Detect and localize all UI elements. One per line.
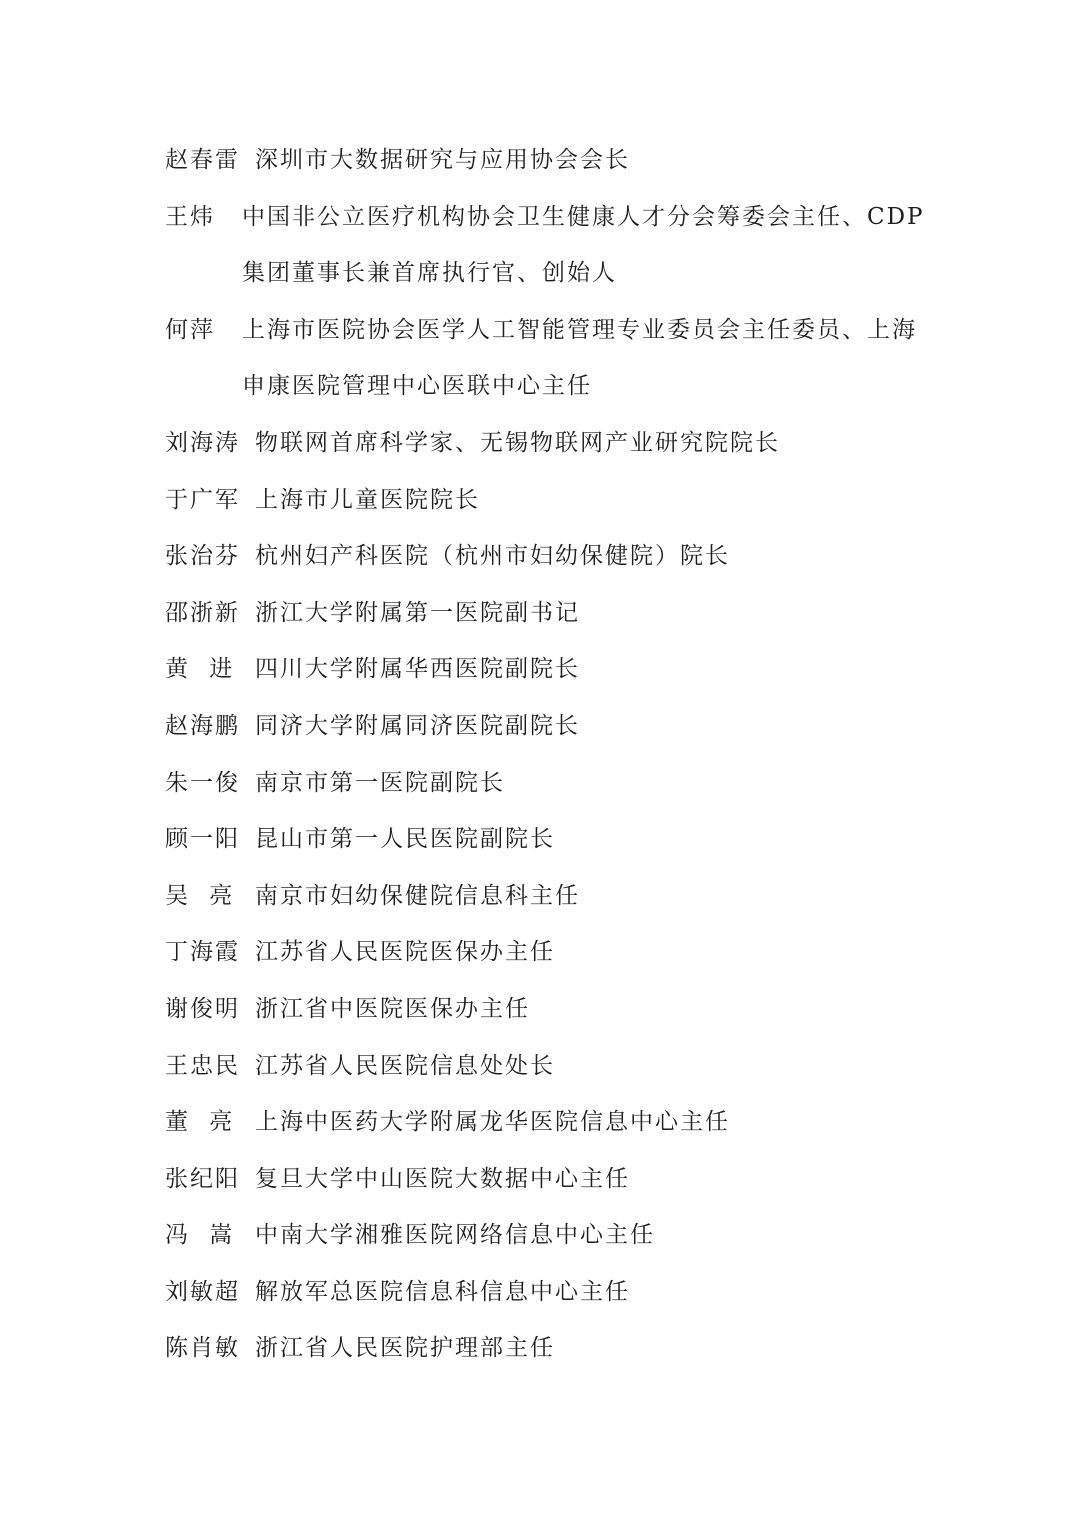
list-item xyxy=(165,1264,1045,1321)
person-title: 中南大学湘雅医院网络信息中心主任 xyxy=(255,1222,655,1249)
person-title-continued: 申康医院管理中心医联中心主任 xyxy=(242,373,592,400)
list-item xyxy=(165,585,1045,642)
member-list xyxy=(165,132,1045,1377)
person-title: 江苏省人民医院信息处处长 xyxy=(255,1052,555,1079)
person-title: 浙江大学附属第一医院副书记 xyxy=(255,599,580,626)
person-name: 丁海霞 xyxy=(165,939,240,966)
person-title: 四川大学附属华西医院副院长 xyxy=(255,656,580,683)
person-title: 南京市妇幼保健院信息科主任 xyxy=(255,882,580,909)
list-item xyxy=(165,981,1045,1038)
person-name: 刘敏超 xyxy=(165,1278,240,1305)
person-title: 浙江省中医院医保办主任 xyxy=(255,995,530,1022)
list-item xyxy=(165,868,1045,925)
person-title: 南京市第一医院副院长 xyxy=(255,769,505,796)
person-title: 深圳市大数据研究与应用协会会长 xyxy=(255,147,630,173)
person-title: 上海中医药大学附属龙华医院信息中心主任 xyxy=(255,1109,730,1136)
person-title: 解放军总医院信息科信息中心主任 xyxy=(255,1278,630,1305)
list-item xyxy=(165,472,1045,529)
person-title: 中国非公立医疗机构协会卫生健康人才分会筹委会主任、CDP xyxy=(242,203,925,230)
person-name: 王炜 xyxy=(165,203,215,230)
list-item xyxy=(165,189,1045,246)
person-name: 张治芬 xyxy=(165,543,240,570)
person-name: 邵浙新 xyxy=(165,599,240,626)
list-item xyxy=(165,1207,1045,1264)
person-title: 杭州妇产科医院（杭州市妇幼保健院）院长 xyxy=(255,543,730,570)
list-item xyxy=(165,641,1045,698)
person-name: 陈肖敏 xyxy=(165,1335,240,1362)
person-name: 王忠民 xyxy=(165,1052,240,1079)
person-name: 赵春雷 xyxy=(165,147,240,173)
person-name: 董 亮 xyxy=(165,1109,235,1136)
person-name: 吴 亮 xyxy=(165,882,235,909)
person-title: 同济大学附属同济医院副院长 xyxy=(255,712,580,739)
person-name: 顾一阳 xyxy=(165,826,240,853)
person-title: 物联网首席科学家、无锡物联网产业研究院院长 xyxy=(255,429,780,456)
person-name: 黄 进 xyxy=(165,656,235,683)
person-name: 赵海鹏 xyxy=(165,712,240,739)
list-item xyxy=(165,528,1045,585)
person-title: 江苏省人民医院医保办主任 xyxy=(255,939,555,966)
list-item xyxy=(165,924,1045,981)
person-title: 复旦大学中山医院大数据中心主任 xyxy=(255,1165,630,1192)
person-name: 朱一俊 xyxy=(165,769,240,796)
list-item xyxy=(165,415,1045,472)
list-item xyxy=(165,1151,1045,1208)
list-item xyxy=(165,302,1045,359)
list-item xyxy=(165,755,1045,812)
person-title: 上海市儿童医院院长 xyxy=(255,486,480,513)
person-name: 冯 嵩 xyxy=(165,1222,235,1249)
person-name: 刘海涛 xyxy=(165,429,240,456)
person-title: 浙江省人民医院护理部主任 xyxy=(255,1335,555,1362)
list-item xyxy=(165,132,1045,189)
person-title-continued: 集团董事长兼首席执行官、创始人 xyxy=(242,260,617,287)
person-name: 于广军 xyxy=(165,486,240,513)
list-item xyxy=(165,811,1045,868)
person-name: 张纪阳 xyxy=(165,1165,240,1192)
list-item xyxy=(165,1094,1045,1151)
person-title: 上海市医院协会医学人工智能管理专业委员会主任委员、上海 xyxy=(242,316,917,343)
person-name: 何萍 xyxy=(165,316,215,343)
list-item xyxy=(165,1320,1045,1377)
list-item xyxy=(165,698,1045,755)
person-name: 谢俊明 xyxy=(165,995,240,1022)
list-item-continuation xyxy=(165,245,1045,302)
list-item xyxy=(165,1038,1045,1095)
list-item-continuation xyxy=(165,358,1045,415)
person-title: 昆山市第一人民医院副院长 xyxy=(255,826,555,853)
